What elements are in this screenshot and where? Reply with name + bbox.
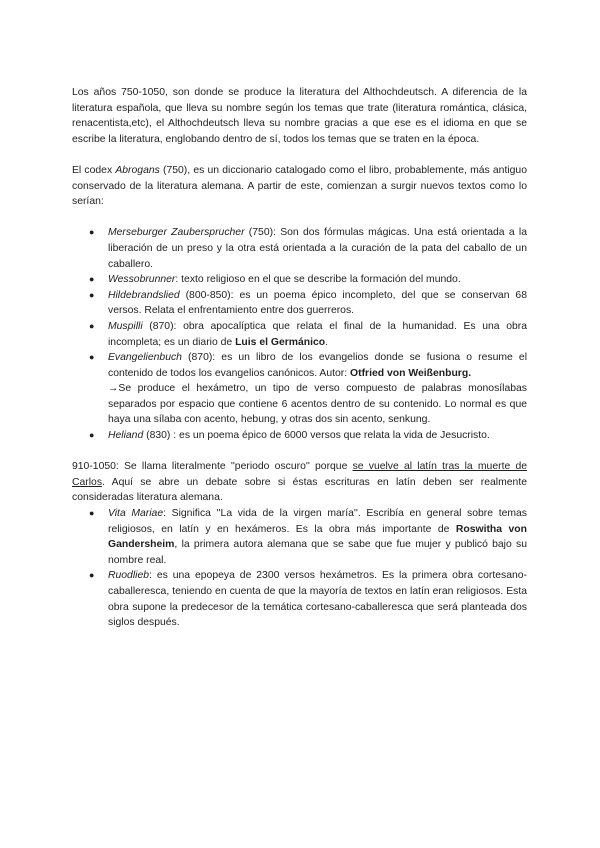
latin-works-list (72, 506, 527, 631)
list-item (72, 350, 527, 428)
text-run: , la primera autora alemana que se sabe que fue mujer y publicó bajo su nombre real. (108, 539, 527, 566)
text-run: (750), es un diccionario catalogado como el libro, probablemente, más antiguo conservado de la literatura alemana. A partir de este, comienzan a surgir nuevos textos como lo serían: (72, 164, 527, 208)
text-run: . Aquí se abre un debate sobre si éstas escrituras en latín deben ser realmente consideradas literatura alemana. (72, 476, 527, 504)
work-title: Merseburger Zaubersprucher (108, 227, 245, 239)
work-title: Hildebrandslied (108, 289, 180, 301)
list-item (72, 319, 527, 350)
author-name: Otfried von Weißenburg. (350, 367, 472, 379)
bullet-icon: ● (89, 508, 95, 519)
list-item (72, 225, 527, 272)
text-run: (750): Son dos fórmulas mágicas. Una está orientada a la liberación de un preso y la otra está orientada a la curación de la pata del caballo de un caballero. (108, 227, 527, 270)
text-run: 910-1050: Se llama literalmente ''periodo oscuro'' porque (72, 461, 353, 473)
work-title: Abrogans (115, 164, 160, 176)
work-title: Vita Mariae (108, 508, 164, 520)
work-title: Wessobrunner (108, 274, 176, 286)
bullet-icon: ● (89, 352, 95, 363)
work-title: Muspilli (108, 320, 143, 332)
text-run: : es una epopeya de 2300 versos hexámetros. Es la primera obra cortesano-caballeresca, teniendo en cuenta de que la mayoría de textos en latín eran religiosos. Esta obra supone la predecesor de la temática cortesano-caballeresca que será planteada dos siglos después. (108, 570, 527, 629)
abrogans-paragraph (72, 163, 527, 210)
text-run: : texto religioso en el que se describe la formación del mundo. (175, 274, 461, 286)
text-run: (800-850): es un poema épico incompleto, del que se conservan 68 versos. Relata el enfrentamiento entre dos guerreros. (108, 289, 527, 317)
list-item (72, 568, 527, 630)
bullet-icon: ● (89, 320, 95, 331)
author-name: Roswitha von Gandersheim (108, 523, 527, 551)
list-item (72, 288, 527, 319)
bullet-icon: ● (89, 430, 95, 441)
bullet-icon: ● (89, 289, 95, 300)
hexameter-note: →Se produce el hexámetro, un tipo de verso compuesto de palabras monosílabas separados por espacio que contiene 6 acentos dentro de su contenido. Lo normal es que haya una sílaba con acento, hebung, y otras dos sin acento, senkung. (108, 383, 527, 426)
work-title: Ruodlieb (108, 570, 150, 582)
list-item (72, 428, 527, 444)
underlined-phrase: se vuelve al latín tras la muerte de Carlos (72, 461, 527, 488)
author-name: Luis el Germánico (235, 336, 326, 348)
works-list (72, 225, 527, 443)
text-run: El codex (72, 164, 116, 176)
text-run: : Significa ''La vida de la virgen maría''. Escribía en general sobre temas religiosos, en latín y en hexámeros. Es la obra más importante de (108, 508, 527, 535)
list-item (72, 506, 527, 568)
text-run: . (325, 336, 329, 348)
bullet-icon: ● (89, 274, 95, 285)
text-run: (870): es un libro de los evangelios donde se fusiona o resume el contenido de todos los evangelios canónicos. Autor: (108, 352, 527, 379)
dark-period-paragraph (72, 459, 527, 506)
bullet-icon: ● (89, 570, 95, 581)
work-title: Evangelienbuch (108, 352, 182, 364)
intro-paragraph: Los años 750-1050, son donde se produce la literatura del Althochdeutsch. A diferencia de la literatura española, que lleva su nombre según los temas que trate (literatura romántica, clásica, renacentista,etc), el Althochdeutsch lleva su nombre gracias a que ese es el idioma en que se escribe la literatura, englobando dentro de sí, todos los temas que se traten en la época. (72, 87, 527, 145)
list-item (72, 272, 527, 288)
text-run: (870): obra apocalíptica que relata el final de la humanidad. Es una obra incompleta; es un diario de (108, 320, 527, 348)
bullet-icon: ● (89, 227, 95, 238)
text-run: (830) : es un poema épico de 6000 versos que relata la vida de Jesucristo. (143, 430, 490, 442)
work-title: Heliand (108, 430, 144, 442)
